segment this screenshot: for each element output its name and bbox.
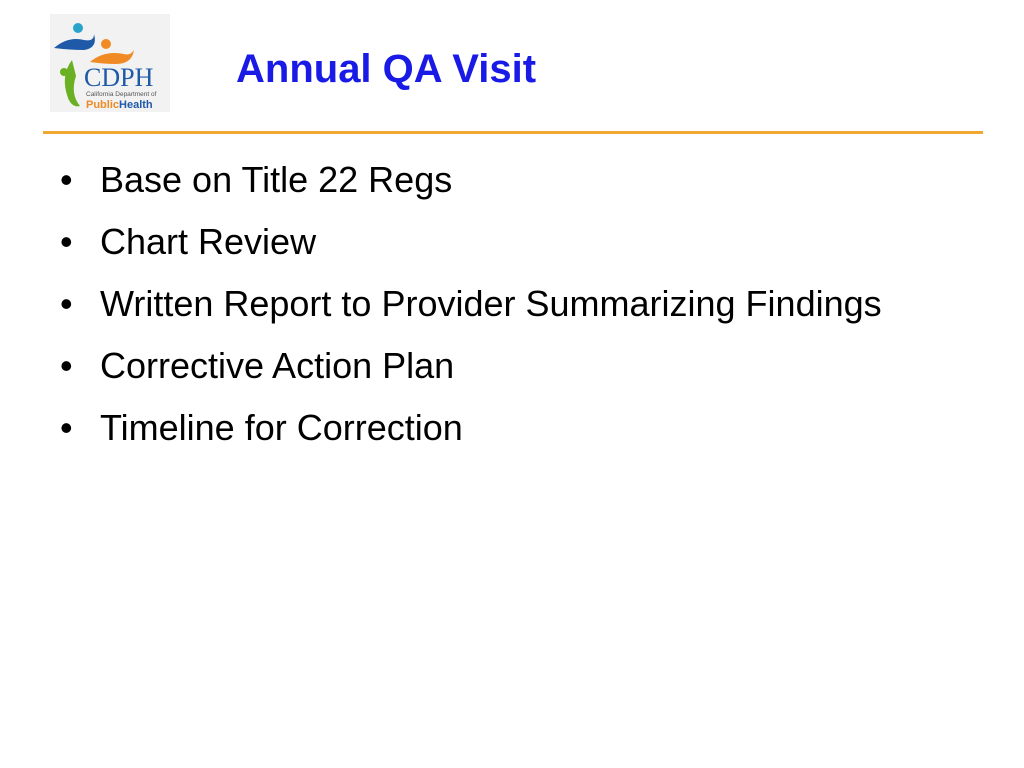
slide-title: Annual QA Visit xyxy=(236,47,537,91)
title-divider xyxy=(43,131,983,134)
cdph-logo xyxy=(50,14,170,112)
bullet-dot-icon: • xyxy=(60,407,73,448)
bullet-text: Corrective Action Plan xyxy=(100,345,455,386)
bullet-text: Base on Title 22 Regs xyxy=(100,159,453,200)
logo-figure-head-orange xyxy=(101,39,111,49)
logo-figure-body-green xyxy=(65,60,80,106)
bullet-dot-icon: • xyxy=(60,345,73,386)
bullet-item xyxy=(56,406,956,450)
logo-health: Health xyxy=(119,99,153,111)
bullet-item xyxy=(56,344,956,388)
logo-department: California Department of xyxy=(86,91,157,98)
logo-figure-head-teal xyxy=(73,23,83,33)
bullet-dot-icon: • xyxy=(60,159,73,200)
cdph-logo-graphic xyxy=(50,14,170,112)
bullet-text: Chart Review xyxy=(100,221,317,262)
bullet-dot-icon: • xyxy=(60,283,73,324)
logo-figure-arm-orange xyxy=(90,50,134,64)
bullet-text: Written Report to Provider Summarizing Findings xyxy=(100,283,882,324)
svg-text:PublicHealth xyxy=(86,99,153,111)
bullet-list xyxy=(56,158,956,468)
bullet-item xyxy=(56,282,956,326)
bullet-text: Timeline for Correction xyxy=(100,407,463,448)
logo-initials: CDPH xyxy=(84,63,154,92)
bullet-item xyxy=(56,158,956,202)
bullet-item xyxy=(56,220,956,264)
logo-figure-head-green xyxy=(60,68,68,76)
bullet-dot-icon: • xyxy=(60,221,73,262)
logo-public: Public xyxy=(86,99,120,111)
logo-figure-arm-blue xyxy=(54,34,95,50)
